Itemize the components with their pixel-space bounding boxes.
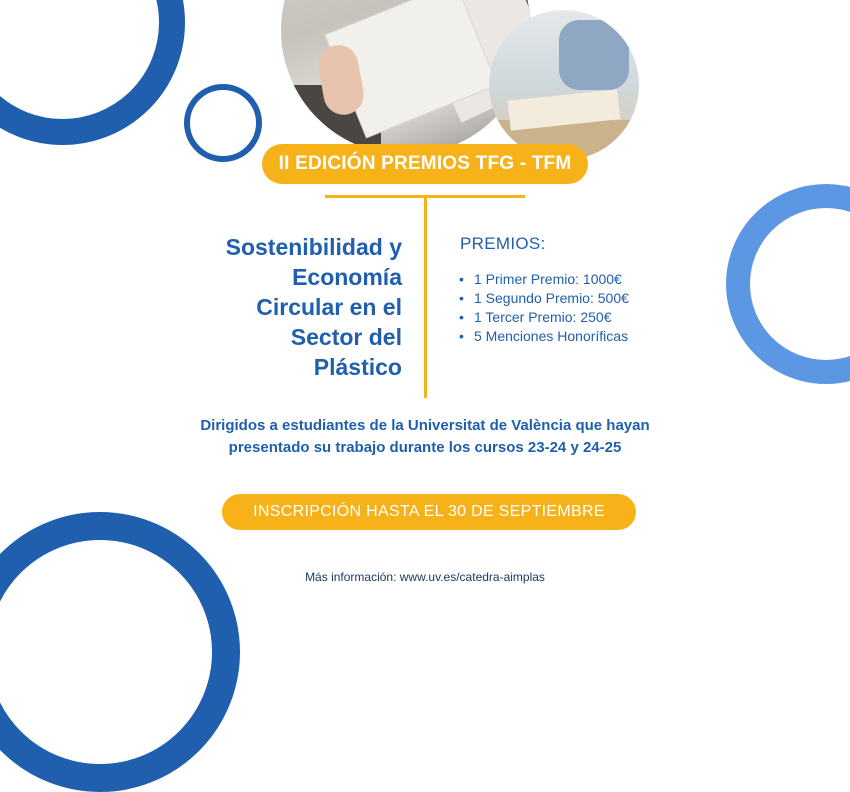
divider-vertical bbox=[424, 195, 427, 398]
award-title-line: Sostenibilidad y bbox=[225, 234, 402, 260]
edition-badge: II EDICIÓN PREMIOS TFG - TFM bbox=[262, 144, 588, 184]
award-title bbox=[170, 232, 402, 382]
award-title-line: Economía bbox=[292, 264, 402, 290]
eligibility-line: presentado su trabajo durante los cursos 23-24 y 24-25 bbox=[228, 439, 622, 456]
prizes-heading: PREMIOS: bbox=[460, 234, 546, 253]
decorative-ring-bottom-left bbox=[0, 512, 240, 792]
registration-deadline-badge: INSCRIPCIÓN HASTA EL 30 DE SEPTIEMBRE bbox=[222, 494, 636, 530]
decorative-ring-top-left bbox=[0, 0, 185, 145]
decorative-ring-right bbox=[726, 184, 850, 384]
photo-student-writing bbox=[489, 10, 639, 160]
prize-item: • 5 Menciones Honoríficas bbox=[459, 327, 629, 346]
award-title-line: Sector del bbox=[290, 324, 402, 350]
decorative-ring-small bbox=[184, 84, 262, 162]
prize-list bbox=[459, 270, 629, 346]
prize-item: • 1 Tercer Premio: 250€ bbox=[459, 308, 629, 327]
eligibility-text bbox=[150, 415, 700, 459]
prize-item: • 1 Primer Premio: 1000€ bbox=[459, 270, 629, 289]
award-title-line: Plástico bbox=[313, 354, 402, 380]
more-info-link[interactable]: Más información: www.uv.es/catedra-aimplas bbox=[305, 570, 545, 584]
eligibility-line: Dirigidos a estudiantes de la Universitat de València que hayan bbox=[200, 417, 650, 434]
award-title-line: Circular en el bbox=[256, 294, 402, 320]
prize-item: • 1 Segundo Premio: 500€ bbox=[459, 289, 629, 308]
